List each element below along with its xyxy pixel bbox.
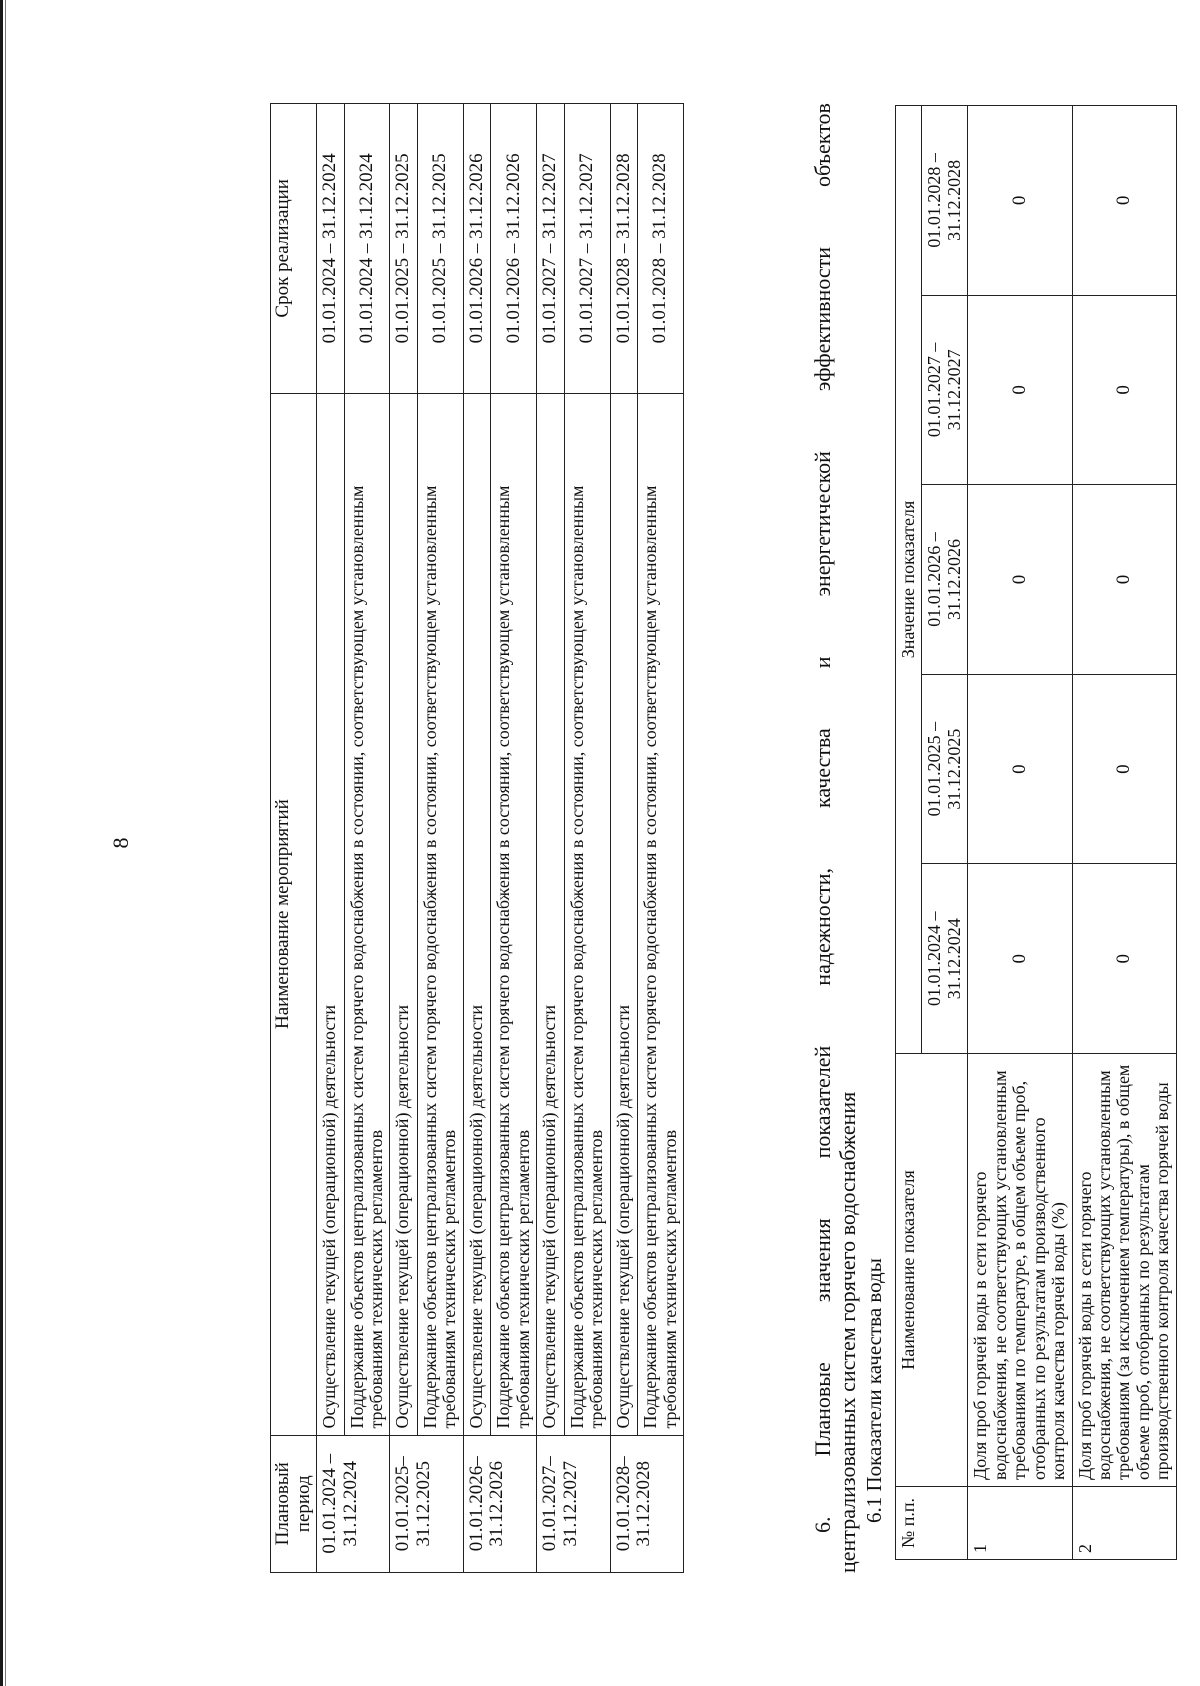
row-number: 2 xyxy=(1072,1487,1176,1560)
value-cell: 0 xyxy=(968,295,1072,485)
value-cell: 0 xyxy=(1072,674,1176,864)
document-page xyxy=(100,93,1173,1593)
heading-word: Плановые xyxy=(810,1362,835,1457)
heading-word: и xyxy=(810,656,835,669)
indicator-name: Доля проб горячей воды в сети горячего водоснабжения, не соответствующих установленным требованиям (за исключением температуры), в общем объеме проб, отобранных по результатам производственного контроля качества горячей воды xyxy=(1072,1054,1176,1487)
term-cell: 01.01.2024 – 31.12.2024 xyxy=(344,104,390,394)
section-6-1-heading: 6.1 Показатели качества воды xyxy=(862,1258,886,1523)
heading-word: эффективности xyxy=(810,246,835,392)
table-row xyxy=(537,104,565,1573)
value-cell: 0 xyxy=(968,106,1072,296)
period-cell: 01.01.2028– 31.12.2028 xyxy=(610,1435,683,1572)
table-row xyxy=(491,104,537,1573)
table-row xyxy=(968,106,1072,1560)
heading-word: качества xyxy=(810,728,835,809)
section-6-heading-line2: централизованных систем горячего водоснабжения xyxy=(835,1091,861,1573)
measure-cell: Осуществление текущей (операционной) деятельности xyxy=(537,393,565,1435)
term-cell: 01.01.2025 – 31.12.2025 xyxy=(390,104,418,394)
measure-cell: Осуществление текущей (операционной) деятельности xyxy=(390,393,418,1435)
table-row xyxy=(610,104,638,1573)
section-6-heading xyxy=(810,103,861,1573)
heading-word: объектов xyxy=(810,103,835,187)
table-row xyxy=(463,104,491,1573)
measure-cell: Осуществление текущей (операционной) деятельности xyxy=(317,393,345,1435)
term-cell: 01.01.2024 – 31.12.2024 xyxy=(317,104,345,394)
header-period-2027: 01.01.2027 – 31.12.2027 xyxy=(922,295,968,485)
value-cell: 0 xyxy=(1072,864,1176,1054)
header-period-2028: 01.01.2028 – 31.12.2028 xyxy=(922,106,968,296)
table-row xyxy=(390,104,418,1573)
section-6-heading-line1 xyxy=(810,103,835,1573)
page-number: 8 xyxy=(108,837,133,849)
measure-cell: Осуществление текущей (операционной) деятельности xyxy=(463,393,491,1435)
measure-cell: Поддержание объектов централизованных систем горячего водоснабжения в состоянии, соответствующем установленным требованиям технических регламентов xyxy=(564,393,610,1435)
term-cell: 01.01.2026 – 31.12.2026 xyxy=(491,104,537,394)
scan-edge xyxy=(0,0,3,1686)
header-num: № п.п. xyxy=(896,1487,968,1560)
heading-word: энергетической xyxy=(810,451,835,597)
value-cell: 0 xyxy=(968,674,1072,864)
value-cell: 0 xyxy=(1072,106,1176,296)
indicator-name: Доля проб горячей воды в сети горячего водоснабжения, не соответствующих установленным требованиям по температуре, в общем объеме проб, отобранных по результатам производственного контроля качества горячей воды (%) xyxy=(968,1054,1072,1487)
period-cell: 01.01.2024 – 31.12.2024 xyxy=(317,1435,390,1572)
header-period-2025: 01.01.2025 – 31.12.2025 xyxy=(922,674,968,864)
period-cell: 01.01.2027– 31.12.2027 xyxy=(537,1435,610,1572)
header-measure: Наименование мероприятий xyxy=(271,393,317,1435)
heading-word: показателей xyxy=(810,1045,835,1159)
measure-cell: Осуществление текущей (операционной) деятельности xyxy=(610,393,638,1435)
table-row xyxy=(344,104,390,1573)
value-cell: 0 xyxy=(1072,485,1176,675)
table-row xyxy=(1072,106,1176,1560)
measure-cell: Поддержание объектов централизованных систем горячего водоснабжения в состоянии, соответствующем установленным требованиям технических регламентов xyxy=(344,393,390,1435)
table-row xyxy=(638,104,684,1573)
header-indicator-name: Наименование показателя xyxy=(896,1054,968,1487)
indicators-header-row xyxy=(896,106,922,1560)
measure-cell: Поддержание объектов централизованных систем горячего водоснабжения в состоянии, соответствующем установленным требованиям технических регламентов xyxy=(638,393,684,1435)
term-cell: 01.01.2027 – 31.12.2027 xyxy=(564,104,610,394)
indicators-table xyxy=(895,105,1177,1560)
section-6-number: 6. xyxy=(810,1516,835,1533)
header-value-group: Значение показателя xyxy=(896,106,922,1054)
term-cell: 01.01.2028 – 31.12.2028 xyxy=(610,104,638,394)
value-cell: 0 xyxy=(968,485,1072,675)
heading-word: значения xyxy=(810,1218,835,1303)
term-cell: 01.01.2027 – 31.12.2027 xyxy=(537,104,565,394)
table-row xyxy=(317,104,345,1573)
plan-table xyxy=(270,103,684,1573)
header-period-2024: 01.01.2024 – 31.12.2024 xyxy=(922,864,968,1054)
term-cell: 01.01.2025 – 31.12.2025 xyxy=(417,104,463,394)
header-period: Плановый период xyxy=(271,1435,317,1572)
header-period-2026: 01.01.2026 – 31.12.2026 xyxy=(922,485,968,675)
row-number: 1 xyxy=(968,1487,1072,1560)
period-cell: 01.01.2025– 31.12.2025 xyxy=(390,1435,463,1572)
header-term: Срок реализации xyxy=(271,104,317,394)
period-cell: 01.01.2026– 31.12.2026 xyxy=(463,1435,536,1572)
table-row xyxy=(417,104,463,1573)
measure-cell: Поддержание объектов централизованных систем горячего водоснабжения в состоянии, соответствующем установленным требованиям технических регламентов xyxy=(491,393,537,1435)
plan-table-header-row xyxy=(271,104,317,1573)
term-cell: 01.01.2028 – 31.12.2028 xyxy=(638,104,684,394)
scan-edge-shadow xyxy=(5,0,6,1686)
value-cell: 0 xyxy=(1072,295,1176,485)
term-cell: 01.01.2026 – 31.12.2026 xyxy=(463,104,491,394)
value-cell: 0 xyxy=(968,864,1072,1054)
heading-word: надежности, xyxy=(810,868,835,986)
measure-cell: Поддержание объектов централизованных систем горячего водоснабжения в состоянии, соответствующем установленным требованиям технических регламентов xyxy=(417,393,463,1435)
table-row xyxy=(564,104,610,1573)
